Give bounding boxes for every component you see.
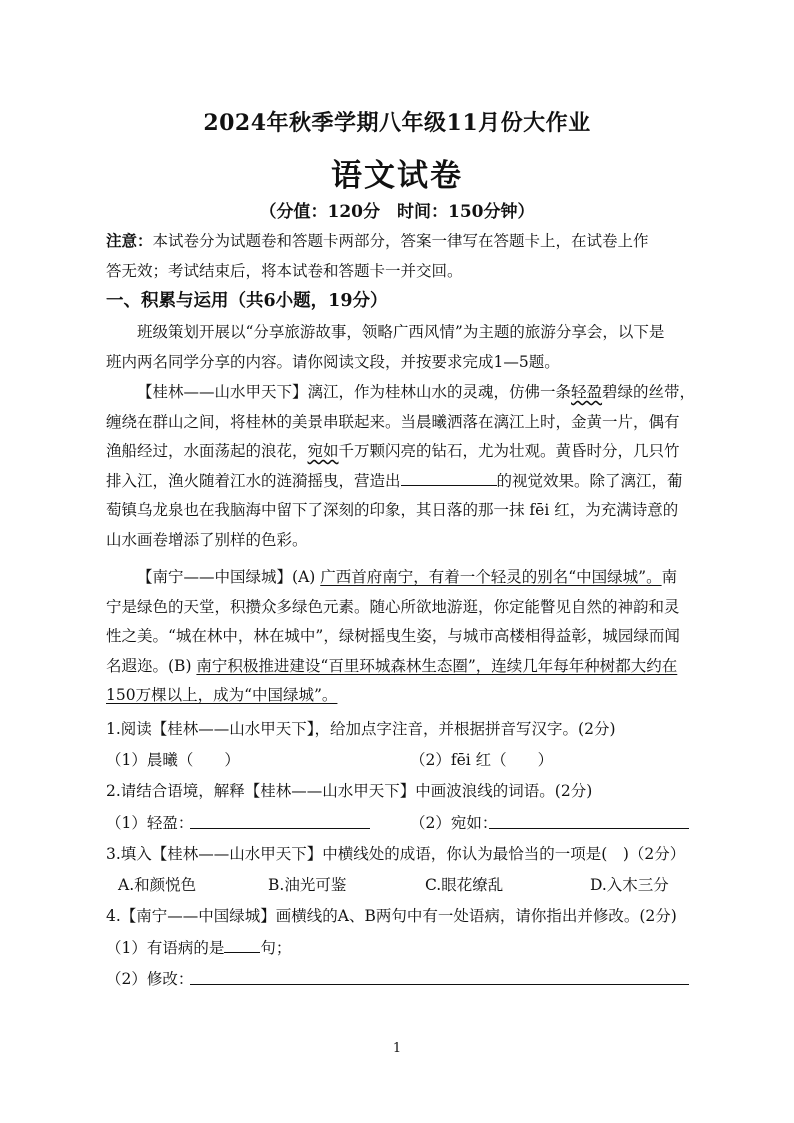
answer-blank-sentence[interactable] — [224, 938, 260, 953]
sentence-a-marker: (A) — [292, 568, 321, 586]
guilin-line-2: 缠绕在群山之间，将桂林的美景串联起来。当晨曦洒落在漓江上时，金黄一片，偶有 — [106, 412, 680, 431]
guilin-text: 渔船经过，水面荡起的浪花， — [106, 442, 308, 460]
question-4-part-2: （2）修改： — [106, 970, 194, 988]
option-d[interactable]: D.入木三分 — [590, 876, 669, 894]
question-4-part-1 — [106, 936, 291, 958]
question-4: 4.【南宁——中国绿城】画横线的A、B两句中有一处语病，请你指出并修改。(2分) — [106, 907, 677, 925]
sentence-b-marker: 名遐迩。(B) — [106, 656, 197, 675]
sentence-b-underlined: 南宁积极推进建设“百里环城森林生态圈”，连续几年每年种树都大约在 — [196, 656, 678, 675]
guilin-text: 的视觉效果。除了漓江，葡 — [496, 471, 683, 490]
question-4-part-1-suffix: 句； — [260, 939, 292, 957]
guilin-heading: 【桂林——山水甲天下】 — [137, 383, 308, 401]
option-a[interactable]: A.和颜悦色 — [118, 876, 197, 894]
guilin-text: 碧绿的丝带， — [602, 383, 696, 401]
idiom-blank[interactable] — [401, 470, 497, 486]
nanning-heading: 【南宁——中国绿城】 — [137, 568, 293, 586]
question-2-part-1: （1）轻盈： — [106, 814, 194, 832]
question-2-part-2: （2）宛如： — [410, 814, 498, 832]
guilin-text: 排入江，渔火随着江水的涟漪摇曳，营造出 — [106, 471, 401, 490]
nanning-text: 南 — [661, 568, 678, 586]
guilin-text: 千万颗闪亮的钻石，尤为壮观。黄昏时分，几只竹 — [338, 442, 680, 460]
sentence-a-underlined: 广西首府南宁，有着一个轻灵的别名“中国绿城”。 — [320, 568, 662, 586]
question-4-part-1-text: （1）有语病的是 — [106, 939, 225, 957]
sentence-b-underlined-cont: 150万棵以上，成为“中国绿城”。 — [106, 686, 338, 704]
subject-title: 语文试卷 — [331, 158, 463, 194]
answer-line-wanru[interactable] — [489, 828, 689, 829]
question-1-part-1: （1）晨曦（ ） — [106, 751, 240, 769]
section-heading: 一、积累与运用（共6小题，19分） — [106, 291, 388, 311]
guilin-passage — [106, 378, 695, 555]
notice-label: 注意： — [106, 231, 153, 250]
question-3: 3.填入【桂林——山水甲天下】中横线处的成语，你认为最恰当的一项是( )（2分） — [106, 845, 686, 863]
answer-line-correction[interactable] — [190, 984, 689, 985]
nanning-passage — [106, 563, 680, 711]
intro-line-2: 班内两名同学分享的内容。请你阅读文段，并按要求完成1—5题。 — [106, 352, 560, 371]
page-number: 1 — [392, 1041, 402, 1056]
option-b[interactable]: B.油光可鉴 — [268, 876, 347, 894]
question-1: 1.阅读【桂林——山水甲天下】，给加点字注音，并根据拼音写汉字。(2分) — [106, 720, 616, 738]
nanning-line-3: 性之美。“城在林中，林在城中”，绿树摇曳生姿，与城市高楼相得益彰，城园绿而闻 — [106, 627, 680, 645]
notice — [106, 226, 649, 286]
intro-line-1: 班级策划开展以“分享旅游故事，领略广西风情”为主题的旅游分享会，以下是 — [137, 323, 665, 341]
option-c[interactable]: C.眼花缭乱 — [425, 876, 504, 894]
wavy-word-wanru: 宛如 — [307, 442, 339, 460]
guilin-text: 漓江，作为桂林山水的灵魂，仿佛一条 — [307, 383, 572, 401]
notice-line-2: 答无效；考试结束后，将本试卷和答题卡一并交回。 — [106, 261, 463, 280]
question-2: 2.请结合语境，解释【桂林——山水甲天下】中画波浪线的词语。(2分) — [106, 782, 593, 800]
answer-line-qingying[interactable] — [190, 828, 370, 829]
guilin-line-6: 山水画卷增添了别样的色彩。 — [106, 530, 308, 549]
intro-paragraph — [106, 318, 664, 377]
wavy-word-qingying: 轻盈 — [571, 383, 603, 401]
question-1-part-2: （2）fēi 红（ ） — [410, 751, 554, 769]
score-time-info: （分值：120分 时间：150分钟） — [259, 202, 535, 222]
exam-title: 2024年秋季学期八年级11月份大作业 — [203, 110, 591, 136]
nanning-line-2: 宁是绿色的天堂，积攒众多绿色元素。随心所欲地游逛，你定能瞥见自然的神韵和灵 — [106, 597, 680, 616]
guilin-line-5: 萄镇乌龙泉也在我脑海中留下了深刻的印象，其日落的那一抹 fēi 红，为充满诗意的 — [106, 501, 679, 519]
notice-line-1: 本试卷分为试题卷和答题卡两部分，答案一律写在答题卡上，在试卷上作 — [152, 232, 649, 250]
